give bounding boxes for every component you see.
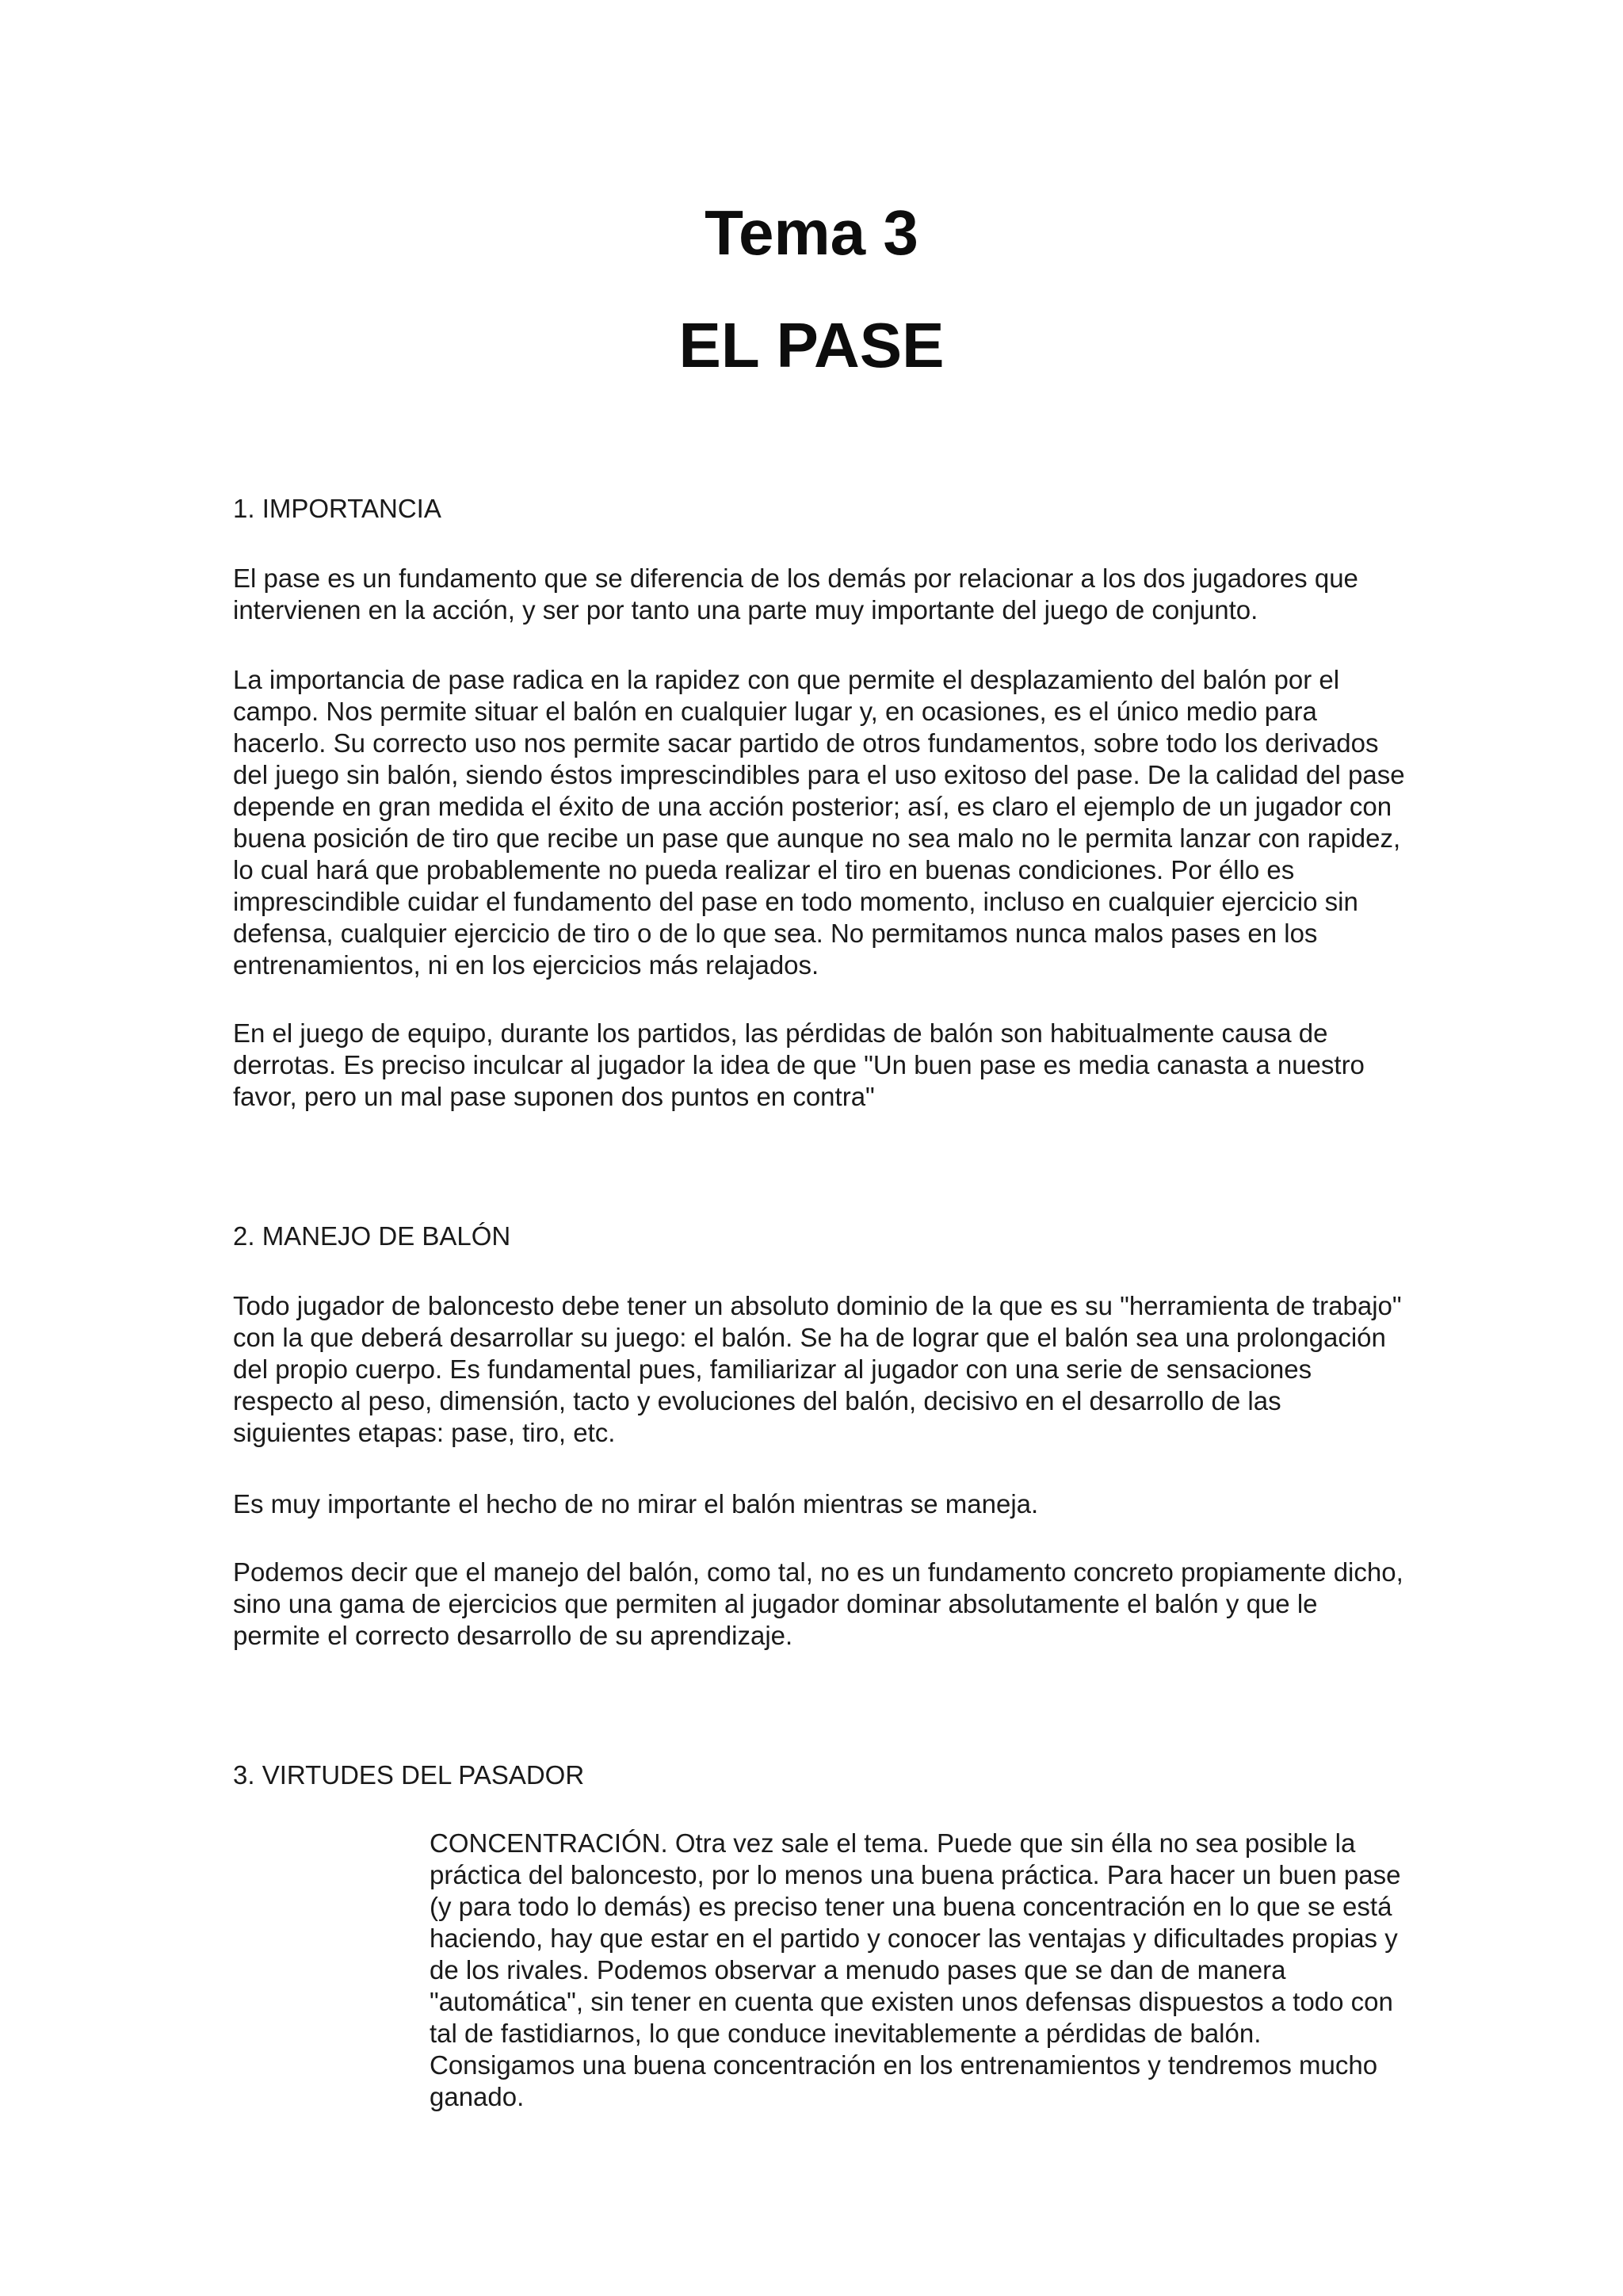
- paragraph: Es muy importante el hecho de no mirar el balón mientras se maneja.: [233, 1489, 1039, 1519]
- paragraph: En el juego de equipo, durante los partidos, las pérdidas de balón son habitualmente causa de derrotas. Es preciso inculcar al jugador la idea de que "Un buen pase es media canasta a nuestro favor, pero un mal pase suponen dos puntos en contra": [233, 1018, 1365, 1111]
- paragraph: Todo jugador de baloncesto debe tener un absoluto dominio de la que es su "herramienta de trabajo" con la que deberá desarrollar su juego: el balón. Se ha de lograr que el balón sea una prolongación del propio cuerpo. Es fundamental pues, familiarizar al jugador con una serie de sensaciones respecto al peso, dimensión, tacto y evoluciones del balón, decisivo en el desarrollo de las siguientes etapas: pase, tiro, etc.: [233, 1291, 1402, 1447]
- paragraph: Podemos decir que el manejo del balón, como tal, no es un fundamento concreto propiamente dicho, sino una gama de ejercicios que permiten al jugador dominar absolutamente el balón y que le permite el correcto desarrollo de su aprendizaje.: [233, 1557, 1403, 1650]
- paragraph: El pase es un fundamento que se diferencia de los demás por relacionar a los dos jugadores que intervienen en la acción, y ser por tanto una parte muy importante del juego de conjunto.: [233, 563, 1358, 625]
- paragraph-concentracion: CONCENTRACIÓN. Otra vez sale el tema. Puede que sin élla no sea posible la práctica del baloncesto, por lo menos una buena práctica. Para hacer un buen pase (y para todo lo demás) es preciso tener una buena concentración en lo que se está haciendo, hay que estar en el partido y conocer las ventajas y dificultades propias y de los rivales. Podemos observar a menudo pases que se dan de manera "automática", sin tener en cuenta que existen unos defensas dispuestos a todo con tal de fastidiarnos, lo que conduce inevitablemente a pérdidas de balón. Consigamos una buena concentración en los entrenamientos y tendremos mucho ganado.: [430, 1828, 1401, 2111]
- paragraph: La importancia de pase radica en la rapidez con que permite el desplazamiento del balón por el campo. Nos permite situar el balón en cualquier lugar y, en ocasiones, es el único medio para hacerlo. Su correcto uso nos permite sacar partido de otros fundamentos, sobre todo los derivados del juego sin balón, siendo éstos imprescindibles para el uso exitoso del pase. De la calidad del pase depende en gran medida el éxito de una acción posterior; así, es claro el ejemplo de un jugador con buena posición de tiro que recibe un pase que aunque no sea malo no le permita lanzar con rapidez, lo cual hará que probablemente no pueda realizar el tiro en buenas condiciones. Por éllo es imprescindible cuidar el fundamento del pase en todo momento, incluso en cualquier ejercicio sin defensa, cualquier ejercicio de tiro o de lo que sea. No permitamos nunca malos pases en los entrenamientos, ni en los ejercicios más relajados.: [233, 665, 1405, 980]
- section-heading-manejo-balon: 2. MANEJO DE BALÓN: [233, 1221, 511, 1251]
- document-title-tema: Tema 3: [705, 197, 918, 268]
- section-heading-importancia: 1. IMPORTANCIA: [233, 494, 441, 523]
- document-title-main: EL PASE: [678, 310, 945, 380]
- section-heading-virtudes-pasador: 3. VIRTUDES DEL PASADOR: [233, 1760, 585, 1790]
